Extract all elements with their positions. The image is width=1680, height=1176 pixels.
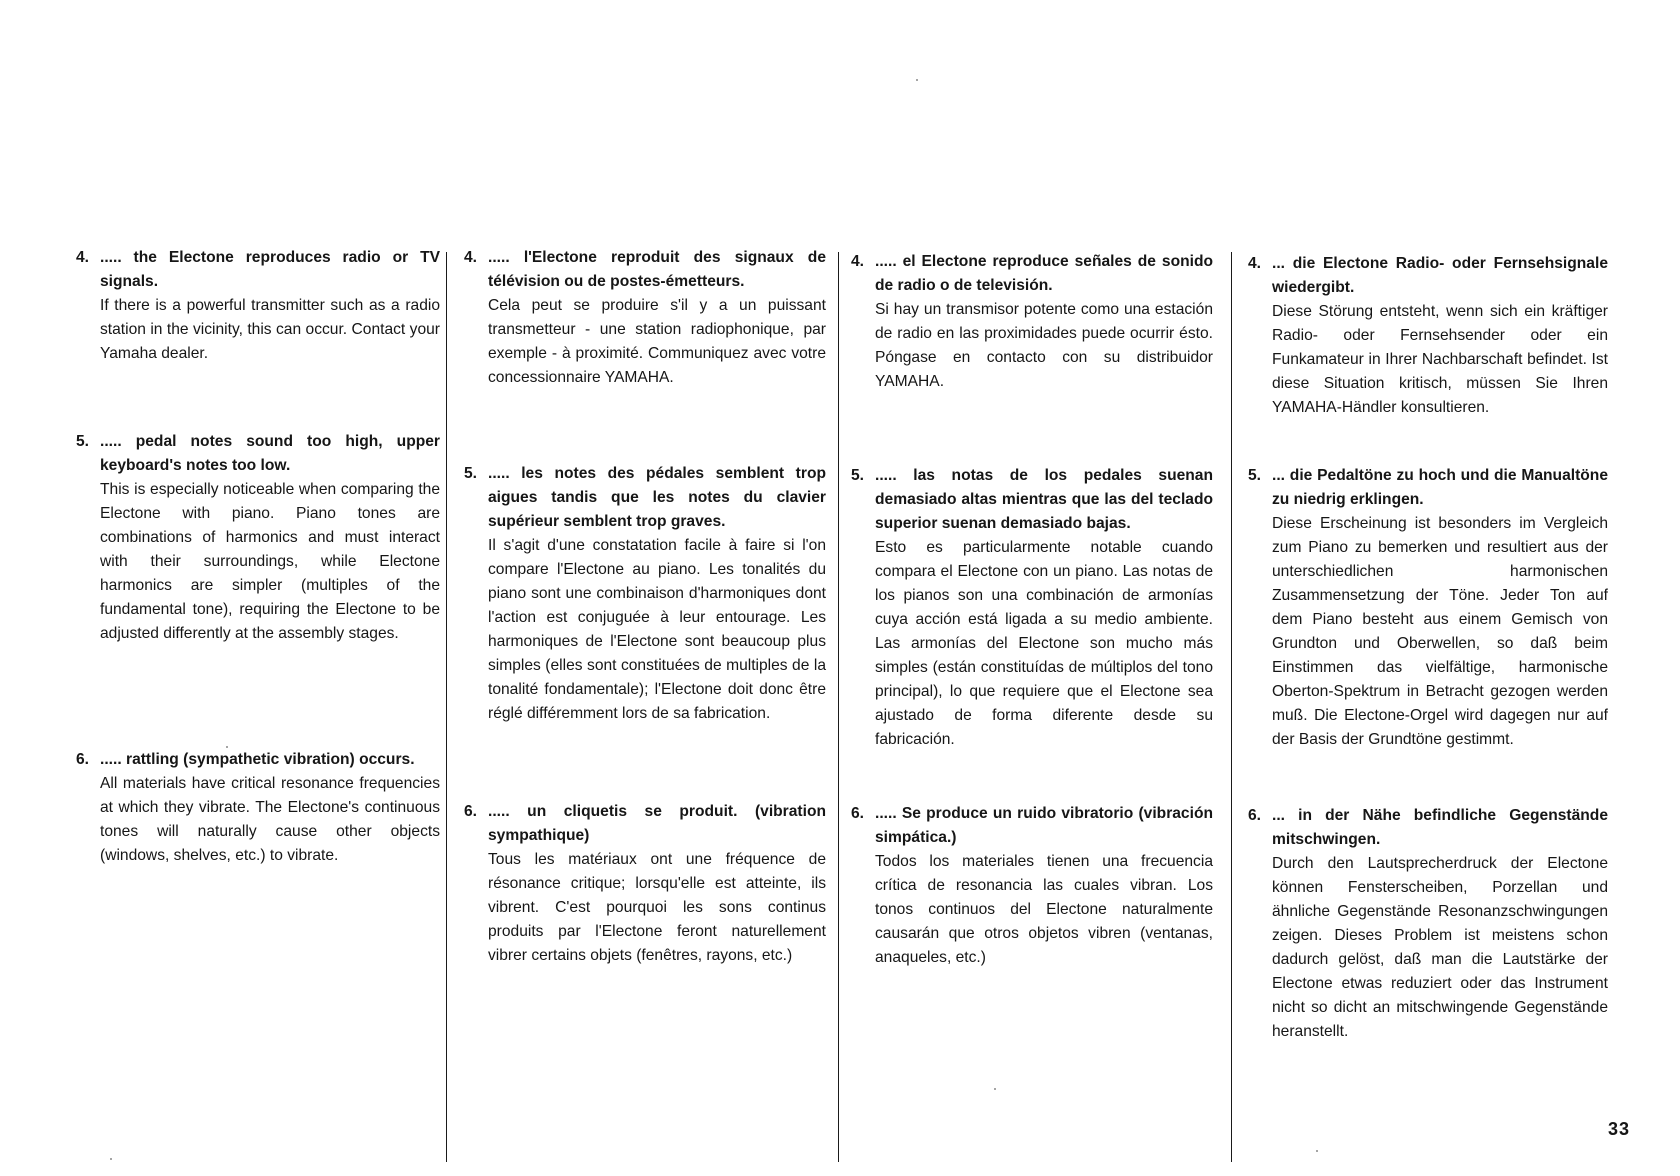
item-title: ..... l'Electone reproduit des signaux de télévision ou de postes-émetteurs. xyxy=(488,249,826,290)
troubleshoot-item-5 xyxy=(851,464,1213,752)
item-heading xyxy=(76,748,440,772)
item-heading xyxy=(76,430,440,478)
troubleshoot-item-5 xyxy=(76,430,440,646)
column-divider xyxy=(838,252,839,1162)
item-body: Tous les matériaux ont une fréquence de résonance critique; lorsqu'elle est atteinte, ils vibrent. C'est pourquoi les sons continus produits par l'Electone feront naturellement vibrer certains objets (fenêtres, rayons, etc.) xyxy=(488,851,826,964)
item-number: 5. xyxy=(76,433,90,450)
item-body: This is especially noticeable when comparing the Electone with piano. Piano tones are combinations of harmonics and must interact with their surroundings, while Electone harmonics are simpler (multiples of the fundamental tone), requiring the Electone to be adjusted differently at the assembly stages. xyxy=(100,481,440,642)
item-body: All materials have critical resonance frequencies at which they vibrate. The Electone's continuous tones will naturally cause other objects (windows, shelves, etc.) to vibrate. xyxy=(100,775,440,864)
troubleshoot-item-4 xyxy=(464,246,826,390)
item-body: Diese Erscheinung ist besonders im Vergleich zum Piano zu bemerken und resultiert aus der unterschiedlichen harmonischen Zusammensetzung der Töne. Jeder Ton auf dem Piano besteht aus einem Gemisch von Grundton und Oberwellen, so daß beim Einstimmen das vielfältige, harmonische Oberton-Spektrum in Betracht gezogen werden muß. Die Electone-Orgel wird dagegen nur auf der Basis der Grundtöne gestimmt. xyxy=(1272,515,1608,748)
column-divider xyxy=(446,252,447,1162)
item-title: ..... el Electone reproduce señales de sonido de radio o de televisión. xyxy=(875,253,1213,294)
item-number: 5. xyxy=(1248,467,1262,484)
item-heading xyxy=(464,246,826,294)
scan-speck xyxy=(994,1088,996,1090)
item-number: 6. xyxy=(464,803,478,820)
troubleshoot-item-4 xyxy=(851,250,1213,394)
troubleshoot-item-6 xyxy=(76,748,440,868)
item-number: 6. xyxy=(76,751,90,768)
column-divider xyxy=(1231,252,1232,1162)
item-number: 6. xyxy=(1248,807,1262,824)
item-number: 4. xyxy=(464,249,478,266)
item-title: ..... les notes des pédales semblent trop aigues tandis que les notes du clavier supérieur semblent trop graves. xyxy=(488,465,826,530)
item-number: 5. xyxy=(464,465,478,482)
item-heading xyxy=(464,800,826,848)
item-body: Diese Störung entsteht, wenn sich ein kräftiger Radio- oder Fernsehsender oder ein Funkamateur in Ihrer Nachbarschaft befindet. Ist diese Situation kritisch, müssen Sie Ihren YAMAHA-Händler konsultieren. xyxy=(1272,303,1608,416)
item-heading xyxy=(1248,464,1608,512)
item-title: ..... the Electone reproduces radio or TV signals. xyxy=(100,249,440,290)
item-body: Il s'agit d'une constatation facile à faire si l'on compare l'Electone au piano. Les tonalités du piano sont une combinaison d'harmoniques dont l'action est conjuguée à leur entourage. Les harmoniques de l'Electone sont beaucoup plus simples (elles sont constituées de multiples de la tonalité fondamentale); l'Electone doit donc être réglé différemment lors de sa fabrication. xyxy=(488,537,826,722)
troubleshoot-item-6 xyxy=(851,802,1213,970)
item-heading xyxy=(1248,252,1608,300)
scan-speck xyxy=(110,1158,112,1160)
item-title: ..... Se produce un ruido vibratorio (vibración simpática.) xyxy=(875,805,1213,846)
troubleshoot-item-5 xyxy=(1248,464,1608,752)
item-title: ..... un cliquetis se produit. (vibration sympathique) xyxy=(488,803,826,844)
item-title: ..... rattling (sympathetic vibration) occurs. xyxy=(100,751,415,768)
item-heading xyxy=(76,246,440,294)
item-body: Todos los materiales tienen una frecuencia crítica de resonancia las cuales vibran. Los tonos continuos del Electone naturalmente causarán que otros objetos vibren (ventanas, anaqueles, etc.) xyxy=(875,853,1213,966)
troubleshoot-item-6 xyxy=(464,800,826,968)
item-heading xyxy=(851,464,1213,536)
item-heading xyxy=(851,802,1213,850)
item-title: ... die Electone Radio- oder Fernsehsignale wiedergibt. xyxy=(1272,255,1608,296)
item-body: Durch den Lautsprecherdruck der Electone können Fensterscheiben, Porzellan und ähnliche Gegenstände Resonanzschwingungen zeigen. Dieses Problem ist meistens schon dadurch gelöst, daß man die Lautstärke der Electone etwas reduziert oder das Instrument nicht so dicht an mitschwingende Gegenstände heranstellt. xyxy=(1272,855,1608,1040)
item-title: ..... las notas de los pedales suenan demasiado altas mientras que las del teclado superior suenan demasiado bajas. xyxy=(875,467,1213,532)
item-body: Esto es particularmente notable cuando compara el Electone con un piano. Las notas de los pianos son una combinación de armonías cuya acción está ligada a su medio ambiente. Las armonías del Electone son mucho más simples (están constituídas de múltiplos del tono principal), lo que requiere que el Electone sea ajustado de forma diferente desde su fabricación. xyxy=(875,539,1213,748)
troubleshoot-item-4 xyxy=(76,246,440,366)
troubleshoot-item-5 xyxy=(464,462,826,726)
page-number: 33 xyxy=(1607,1119,1630,1139)
scan-speck xyxy=(226,746,228,748)
item-body: Si hay un transmisor potente como una estación de radio en las proximidades puede ocurrir ésto. Póngase en contacto con su distribuidor YAMAHA. xyxy=(875,301,1213,390)
item-title: ... in der Nähe befindliche Gegenstände mitschwingen. xyxy=(1272,807,1608,848)
scan-speck xyxy=(916,79,918,81)
item-number: 4. xyxy=(1248,255,1262,272)
troubleshoot-item-4 xyxy=(1248,252,1608,420)
item-heading xyxy=(851,250,1213,298)
troubleshoot-item-6 xyxy=(1248,804,1608,1044)
item-heading xyxy=(464,462,826,534)
item-body: Cela peut se produire s'il y a un puissant transmetteur - une station radiophonique, par exemple - à proximité. Communiquez avec votre concessionnaire YAMAHA. xyxy=(488,297,826,386)
item-heading xyxy=(1248,804,1608,852)
item-number: 4. xyxy=(76,249,90,266)
item-number: 4. xyxy=(851,253,865,270)
item-body: If there is a powerful transmitter such as a radio station in the vicinity, this can occur. Contact your Yamaha dealer. xyxy=(100,297,440,362)
scan-speck xyxy=(1316,1150,1318,1152)
item-title: ..... pedal notes sound too high, upper keyboard's notes too low. xyxy=(100,433,440,474)
item-number: 6. xyxy=(851,805,865,822)
item-title: ... die Pedaltöne zu hoch und die Manualtöne zu niedrig erklingen. xyxy=(1272,467,1608,508)
item-number: 5. xyxy=(851,467,865,484)
